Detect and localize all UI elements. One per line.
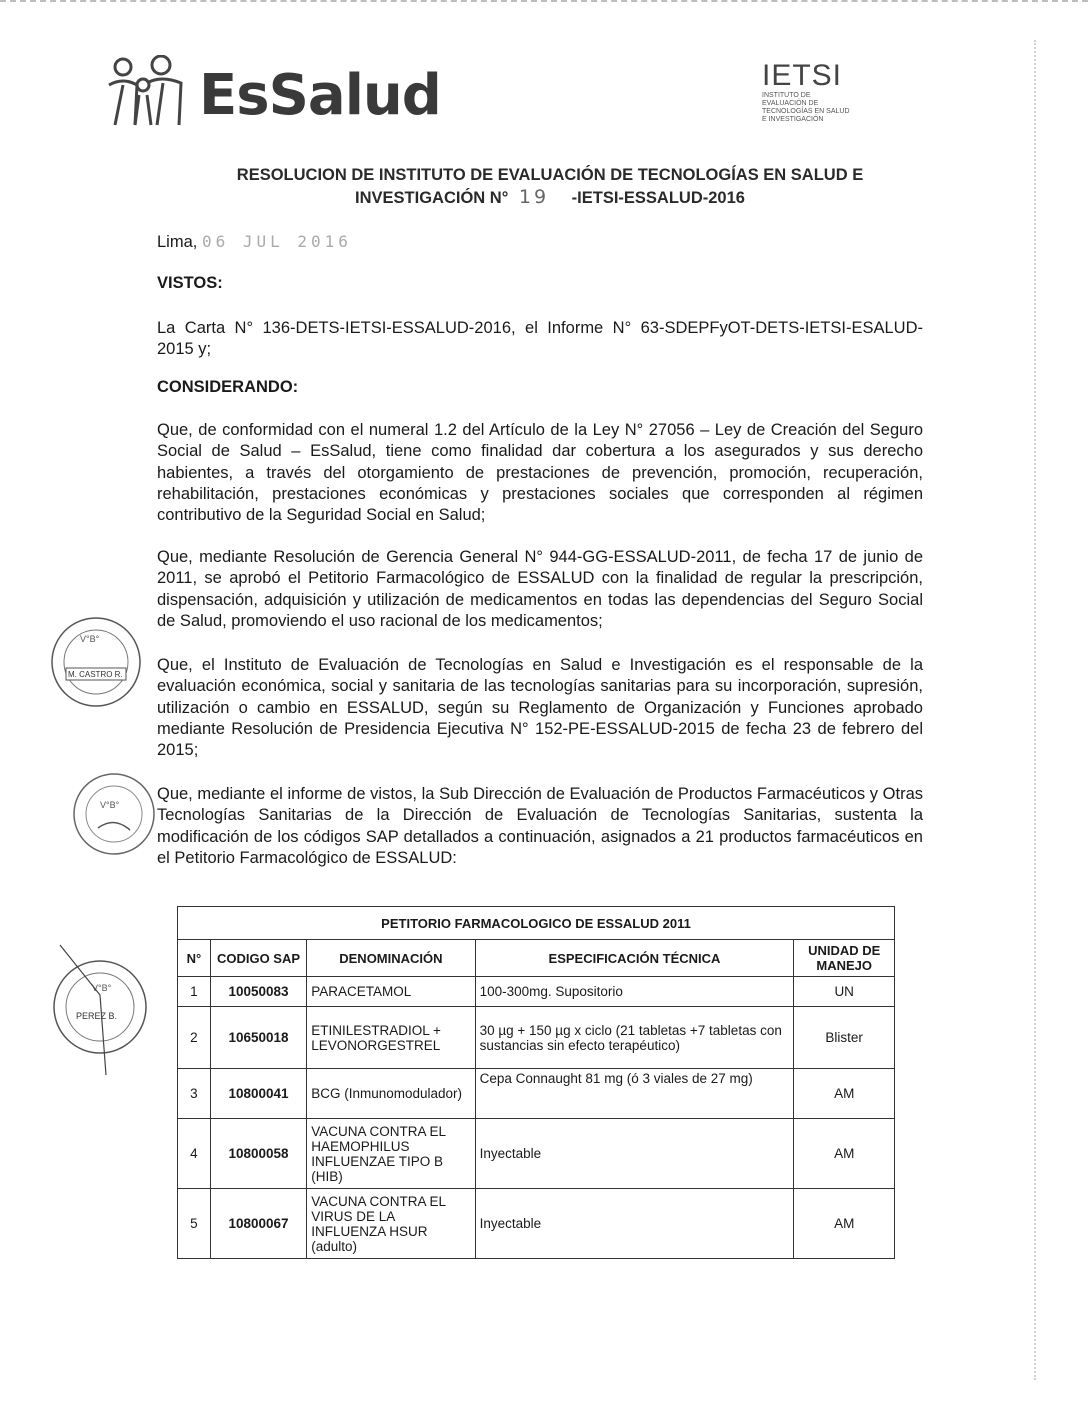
place-label: Lima, bbox=[157, 233, 198, 251]
title-line-2 bbox=[150, 186, 950, 209]
ietsi-title: IETSI bbox=[762, 59, 843, 92]
official-seal-1 bbox=[46, 612, 146, 712]
row-denominacion: BCG (Inmunomodulador) bbox=[307, 1069, 475, 1119]
ietsi-logo bbox=[762, 59, 854, 124]
seal-1-vb: V°B° bbox=[80, 634, 100, 644]
row-unidad: AM bbox=[794, 1119, 895, 1189]
official-seal-3 bbox=[40, 935, 160, 1075]
seal-2-vb: V°B° bbox=[100, 800, 120, 810]
row-no: 5 bbox=[178, 1189, 211, 1259]
essalud-logo-text: EsSalud bbox=[199, 62, 441, 128]
row-denominacion: PARACETAMOL bbox=[307, 977, 475, 1007]
considerando-heading: CONSIDERANDO: bbox=[157, 378, 299, 396]
row-denominacion: VACUNA CONTRA EL VIRUS DE LA INFLUENZA HSUR (adulto) bbox=[307, 1189, 475, 1259]
table-row bbox=[178, 977, 895, 1007]
row-no: 1 bbox=[178, 977, 211, 1007]
row-code: 10800041 bbox=[210, 1069, 306, 1119]
title-line-2a: INVESTIGACIÓN N° bbox=[355, 189, 509, 207]
essalud-logo bbox=[95, 55, 441, 129]
row-unidad: UN bbox=[794, 977, 895, 1007]
row-denominacion: ETINILESTRADIOL + LEVONORGESTREL bbox=[307, 1007, 475, 1069]
row-code: 10650018 bbox=[210, 1007, 306, 1069]
row-unidad: Blister bbox=[794, 1007, 895, 1069]
scan-edge bbox=[0, 0, 1088, 7]
header-denominacion: DENOMINACIÓN bbox=[307, 940, 475, 977]
scan-edge-right bbox=[1032, 40, 1036, 1380]
row-code: 10800067 bbox=[210, 1189, 306, 1259]
family-figures-icon bbox=[95, 55, 203, 129]
paragraph-1: Que, de conformidad con el numeral 1.2 del Artículo de la Ley N° 27056 – Ley de Creación del Seguro Social de Salud – EsSalud, tiene como finalidad dar cobertura a los asegurados y sus derecho habientes, a través del otorgamiento de prestaciones de prevención, promoción, recuperación, rehabilitación, prestaciones económicas y prestaciones sociales que corresponden al régimen contributivo de la Seguridad Social en Salud; bbox=[157, 421, 923, 525]
seal-3-name: PEREZ B. bbox=[76, 1011, 118, 1021]
row-unidad: AM bbox=[794, 1069, 895, 1119]
ietsi-subtitle: INSTITUTO DE EVALUACIÓN DE TECNOLOGÍAS EN SALUD E INVESTIGACIÓN bbox=[762, 92, 850, 123]
date-stamp: 06 JUL 2016 bbox=[201, 232, 352, 251]
row-especificacion: Inyectable bbox=[475, 1189, 794, 1259]
paragraph-4: Que, mediante el informe de vistos, la Sub Dirección de Evaluación de Productos Farmacéuticos y Otras Tecnologías Sanitarias de la Dirección de Evaluación de Tecnologías Sanitarias, sustenta la modificación de los códigos SAP detallados a continuación, asignados a 21 productos farmacéuticos en el Petitorio Farmacológico de ESSALUD: bbox=[157, 785, 923, 867]
title-line-1: RESOLUCION DE INSTITUTO DE EVALUACIÓN DE TECNOLOGÍAS EN SALUD E bbox=[236, 166, 864, 184]
header-no: N° bbox=[178, 940, 211, 977]
seal-3-vb: V°B° bbox=[92, 983, 112, 993]
resolution-number: 19 bbox=[518, 186, 550, 208]
header-code: CODIGO SAP bbox=[210, 940, 306, 977]
row-especificacion: 100-300mg. Supositorio bbox=[475, 977, 794, 1007]
vistos-heading: VISTOS: bbox=[157, 274, 223, 292]
row-no: 3 bbox=[178, 1069, 211, 1119]
row-especificacion: Inyectable bbox=[475, 1119, 794, 1189]
table-row bbox=[178, 1069, 895, 1119]
official-seal-2 bbox=[68, 768, 160, 860]
place-date bbox=[157, 232, 352, 252]
row-unidad: AM bbox=[794, 1189, 895, 1259]
document-title bbox=[150, 164, 950, 209]
row-code: 10050083 bbox=[210, 977, 306, 1007]
title-line-2b: -IETSI-ESSALUD-2016 bbox=[571, 189, 745, 207]
petitorio-table bbox=[177, 906, 895, 1259]
header-especificacion: ESPECIFICACIÓN TÉCNICA bbox=[475, 940, 794, 977]
seal-1-name: M. CASTRO R. bbox=[68, 670, 123, 679]
table-row bbox=[178, 1189, 895, 1259]
table-caption: PETITORIO FARMACOLOGICO DE ESSALUD 2011 bbox=[178, 907, 895, 940]
table-row bbox=[178, 1007, 895, 1069]
row-especificacion: Cepa Connaught 81 mg (ó 3 viales de 27 mg) bbox=[475, 1069, 794, 1119]
table-row bbox=[178, 1119, 895, 1189]
row-no: 4 bbox=[178, 1119, 211, 1189]
table-header-row bbox=[178, 940, 895, 977]
header-unidad: UNIDAD DE MANEJO bbox=[794, 940, 895, 977]
row-denominacion: VACUNA CONTRA EL HAEMOPHILUS INFLUENZAE TIPO B (HIB) bbox=[307, 1119, 475, 1189]
vistos-text: La Carta N° 136-DETS-IETSI-ESSALUD-2016, el Informe N° 63-SDEPFyOT-DETS-IETSI-ESALUD-2015 y; bbox=[157, 319, 923, 359]
paragraph-3: Que, el Instituto de Evaluación de Tecnologías en Salud e Investigación es el responsable de la evaluación económica, social y sanitaria de las tecnologías sanitarias para su incorporación, supresión, utilización o cambio en ESSALUD, según su Reglamento de Organización y Funciones aprobado mediante Resolución de Presidencia Ejecutiva N° 152-PE-ESSALUD-2015 de fecha 23 de febrero del 2015; bbox=[157, 656, 923, 760]
paragraph-2: Que, mediante Resolución de Gerencia General N° 944-GG-ESSALUD-2011, de fecha 17 de junio de 2011, se aprobó el Petitorio Farmacológico de ESSALUD con la finalidad de regular la prescripción, dispensación, adquisición y utilización de medicamentos en todas las dependencias del Seguro Social de Salud, promoviendo el uso racional de los medicamentos; bbox=[157, 548, 923, 630]
row-code: 10800058 bbox=[210, 1119, 306, 1189]
row-no: 2 bbox=[178, 1007, 211, 1069]
row-especificacion: 30 µg + 150 µg x ciclo (21 tabletas +7 tabletas con sustancias sin efecto terapéutico) bbox=[475, 1007, 794, 1069]
